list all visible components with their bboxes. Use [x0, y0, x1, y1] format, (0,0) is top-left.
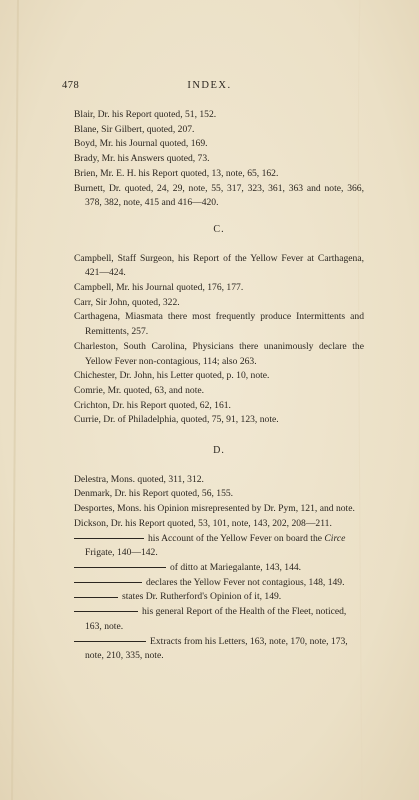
index-subentry: of ditto at Mariegalante, 143, 144. — [74, 561, 364, 576]
index-entry: Charleston, South Carolina, Physicians there unanimously declare the Yellow Fever non-contagious, 114; also 263. — [74, 340, 364, 367]
index-entry: Crichton, Dr. his Report quoted, 62, 161. — [74, 399, 231, 411]
ditto-dash — [74, 597, 118, 598]
section-letter-c: C. — [213, 223, 225, 235]
index-subentry: his general Report of the Health of the Fleet, noticed, 163, note. — [74, 605, 364, 634]
index-content — [74, 108, 364, 664]
index-entry: Desportes, Mons. his Opinion misrepresented by Dr. Pym, 121, and note. — [74, 503, 355, 515]
index-entry: Chichester, Dr. John, his Letter quoted, p. 10, note. — [74, 370, 270, 382]
index-subentry: states Dr. Rutherford's Opinion of it, 149. — [74, 590, 364, 605]
section-letter-d: D. — [213, 445, 225, 457]
ditto-dash — [74, 582, 142, 583]
index-entry: Dickson, Dr. his Report quoted, 53, 101, note, 143, 202, 208—211. — [74, 517, 332, 529]
index-subentry: declares the Yellow Fever not contagious, 148, 149. — [74, 576, 364, 591]
index-entry: Carr, Sir John, quoted, 322. — [74, 296, 180, 308]
index-entry: Currie, Dr. of Philadelphia, quoted, 75, 91, 123, note. — [74, 414, 279, 426]
page-title: INDEX. — [187, 80, 232, 91]
index-entry: Comrie, Mr. quoted, 63, and note. — [74, 384, 205, 396]
index-entry: Blair, Dr. his Report quoted, 51, 152. — [74, 109, 217, 120]
ditto-dash — [74, 641, 146, 642]
index-entry: Delestra, Mons. quoted, 311, 312. — [74, 473, 204, 485]
index-entry: Brady, Mr. his Answers quoted, 73. — [74, 153, 210, 165]
index-entry: Denmark, Dr. his Report quoted, 56, 155. — [74, 488, 234, 500]
index-entry: Carthagena, Miasmata there most frequently produce Intermittents and Remittents, 257. — [74, 311, 364, 338]
ditto-dash — [74, 611, 138, 612]
ditto-dash — [74, 567, 166, 568]
index-entry: Campbell, Staff Surgeon, his Report of the Yellow Fever at Carthagena, 421—424. — [74, 252, 364, 279]
ship-name: Circe — [324, 532, 346, 544]
index-subentry: Extracts from his Letters, 163, note, 170, note, 173, note, 210, 335, note. — [74, 635, 364, 664]
index-entry: Campbell, Mr. his Journal quoted, 176, 177. — [74, 282, 244, 294]
index-subentry: his Account of the Yellow Fever on board the Circe Frigate, 140—142. — [74, 532, 364, 561]
index-entry: Burnett, Dr. quoted, 24, 29, note, 55, 317, 323, 361, 363 and note, 366, 378, 382, note, 415 and 416—420. — [74, 182, 364, 209]
index-entry: Blane, Sir Gilbert, quoted, 207. — [74, 123, 195, 135]
ditto-dash — [74, 538, 144, 539]
page-number: 478 — [62, 80, 80, 91]
page-header — [62, 80, 357, 94]
index-entry: Boyd, Mr. his Journal quoted, 169. — [74, 138, 208, 150]
index-entry: Brien, Mr. E. H. his Report quoted, 13, note, 65, 162. — [74, 167, 279, 179]
